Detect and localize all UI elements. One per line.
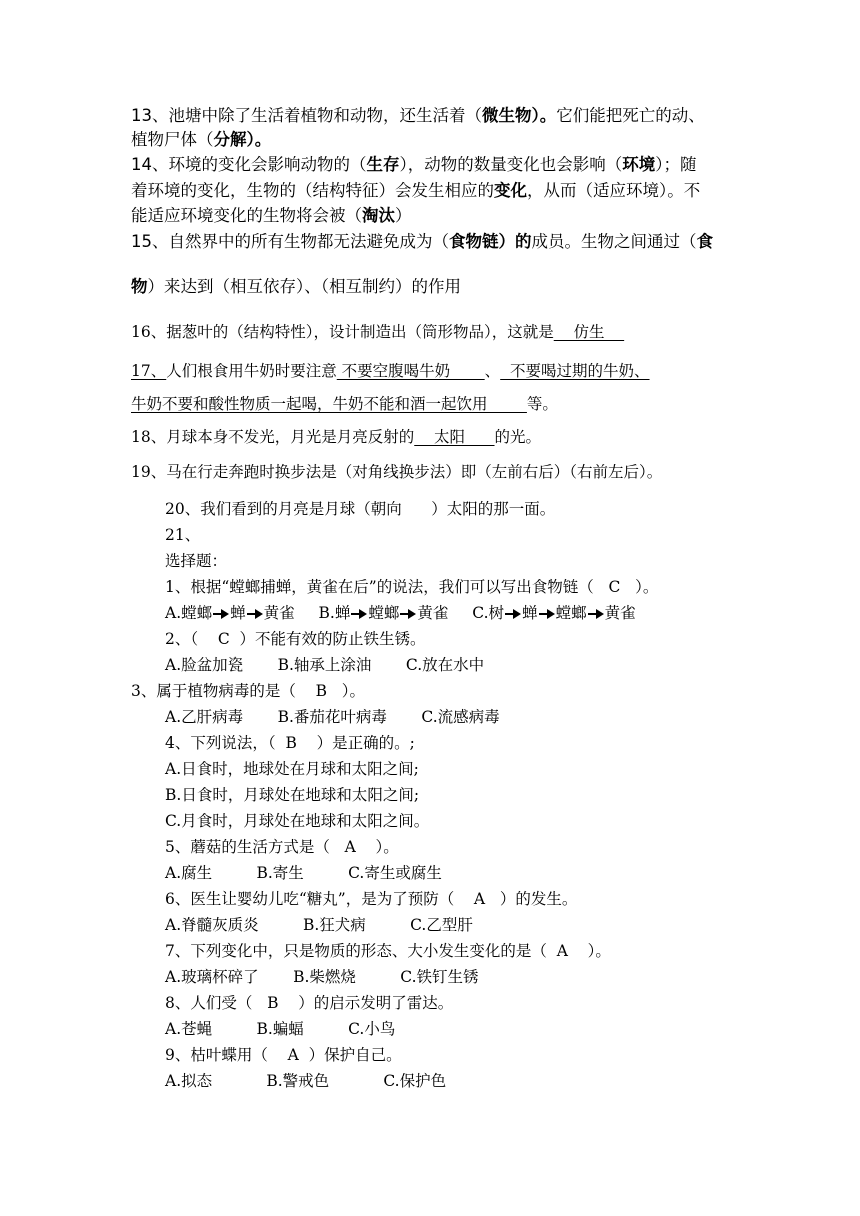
question-14-line-2: 着环境的变化，生物的（结构特征）会发生相应的变化，从而（适应环境）。不 (131, 181, 701, 200)
choice-4-option-b: B.日食时，月球处在地球和太阳之间; (165, 786, 420, 804)
choice-6-question: 6、医生让婴幼儿吃“糖丸”，是为了预防（ A ）的发生。 (165, 890, 578, 908)
choice-4-option-a: A.日食时，地球处在月球和太阳之间; (165, 760, 419, 778)
choice-section-title: 选择题： (165, 552, 228, 570)
choice-6-options: A.脊髓灰质炎 B.狂犬病 C.乙型肝 (165, 916, 473, 934)
choice-7-question: 7、下列变化中，只是物质的形态、大小发生变化的是（ A ）。 (165, 942, 611, 960)
arrow-right-icon (539, 609, 555, 619)
question-14-line-1: 14、环境的变化会影响动物的（生存），动物的数量变化也会影响（环境）；随 (131, 155, 697, 174)
choice-1-option-a: A.螳螂 蝉 黄雀 (165, 604, 295, 622)
choice-8-question: 8、人们受（ B ）的启示发明了雷达。 (165, 994, 454, 1012)
choice-1-question: 1、根据“螳螂捕蝉，黄雀在后”的说法，我们可以写出食物链（ C ）。 (165, 578, 659, 596)
question-20: 20、我们看到的月亮是月球（朝向 ）太阳的那一面。 (165, 500, 556, 518)
choice-2-question: 2、（ C ）不能有效的防止铁生锈。 (165, 630, 426, 648)
arrow-right-icon (351, 609, 367, 619)
choice-7-options: A.玻璃杯碎了 B.柴燃烧 C.铁钉生锈 (165, 968, 479, 986)
question-17-line-2: 牛奶不要和酸性物质一起喝，牛奶不能和酒一起饮用 等。 (131, 395, 558, 413)
choice-5-options: A.腐生 B.寄生 C.寄生或腐生 (165, 864, 442, 882)
choice-1-option-c: C.树 蝉 螳螂 黄雀 (472, 604, 636, 622)
question-13-line-1: 13、池塘中除了生活着植物和动物，还生活着（微生物）。它们能把死亡的动、 (131, 106, 705, 125)
question-13-line-2: 植物尸体（分解）。 (131, 130, 272, 149)
arrow-right-icon (247, 609, 263, 619)
choice-4-question: 4、下列说法，（ B ）是正确的。; (165, 734, 415, 752)
choice-9-options: A.拟态 B.警戒色 C.保护色 (165, 1072, 447, 1090)
question-19: 19、马在行走奔跑时换步法是（对角线换步法）即（左前右后）（右前左后）。 (131, 463, 663, 481)
question-15-line-1: 15、自然界中的所有生物都无法避免成为（食物链）的成员。生物之间通过（食 (131, 232, 713, 251)
question-14-line-3: 能适应环境变化的生物将会被（淘汰） (131, 206, 412, 225)
choice-9-question: 9、枯叶蝶用（ A ）保护自己。 (165, 1046, 402, 1064)
choice-4-option-c: C.月食时，月球处在地球和太阳之间。 (165, 812, 430, 830)
arrow-right-icon (213, 609, 229, 619)
arrow-right-icon (400, 609, 416, 619)
question-15-line-2: 物）来达到（相互依存）、（相互制约）的作用 (131, 277, 461, 296)
choice-3-question: 3、属于植物病毒的是（ B ）。 (131, 682, 365, 700)
choice-2-options: A.脸盆加瓷 B.轴承上涂油 C.放在水中 (165, 656, 485, 674)
question-16: 16、据葱叶的（结构特性），设计制造出（筒形物品），这就是 仿生 (131, 323, 625, 341)
choice-8-options: A.苍蝇 B.蝙蝠 C.小鸟 (165, 1020, 396, 1038)
choice-1-options (165, 606, 636, 622)
question-17-line-1: 17、人们根食用牛奶时要注意 不要空腹喝牛奶 、 不要喝过期的牛奶、 (131, 362, 650, 380)
question-21: 21、 (165, 526, 201, 544)
question-18: 18、月球本身不发光，月光是月亮反射的 太阳 的光。 (131, 428, 542, 446)
choice-1-option-b: B.蝉 螳螂 黄雀 (318, 604, 449, 622)
choice-3-options: A.乙肝病毒 B.番茄花叶病毒 C.流感病毒 (165, 708, 500, 726)
arrow-right-icon (588, 609, 604, 619)
arrow-right-icon (505, 609, 521, 619)
choice-5-question: 5、蘑菇的生活方式是（ A ）。 (165, 838, 399, 856)
